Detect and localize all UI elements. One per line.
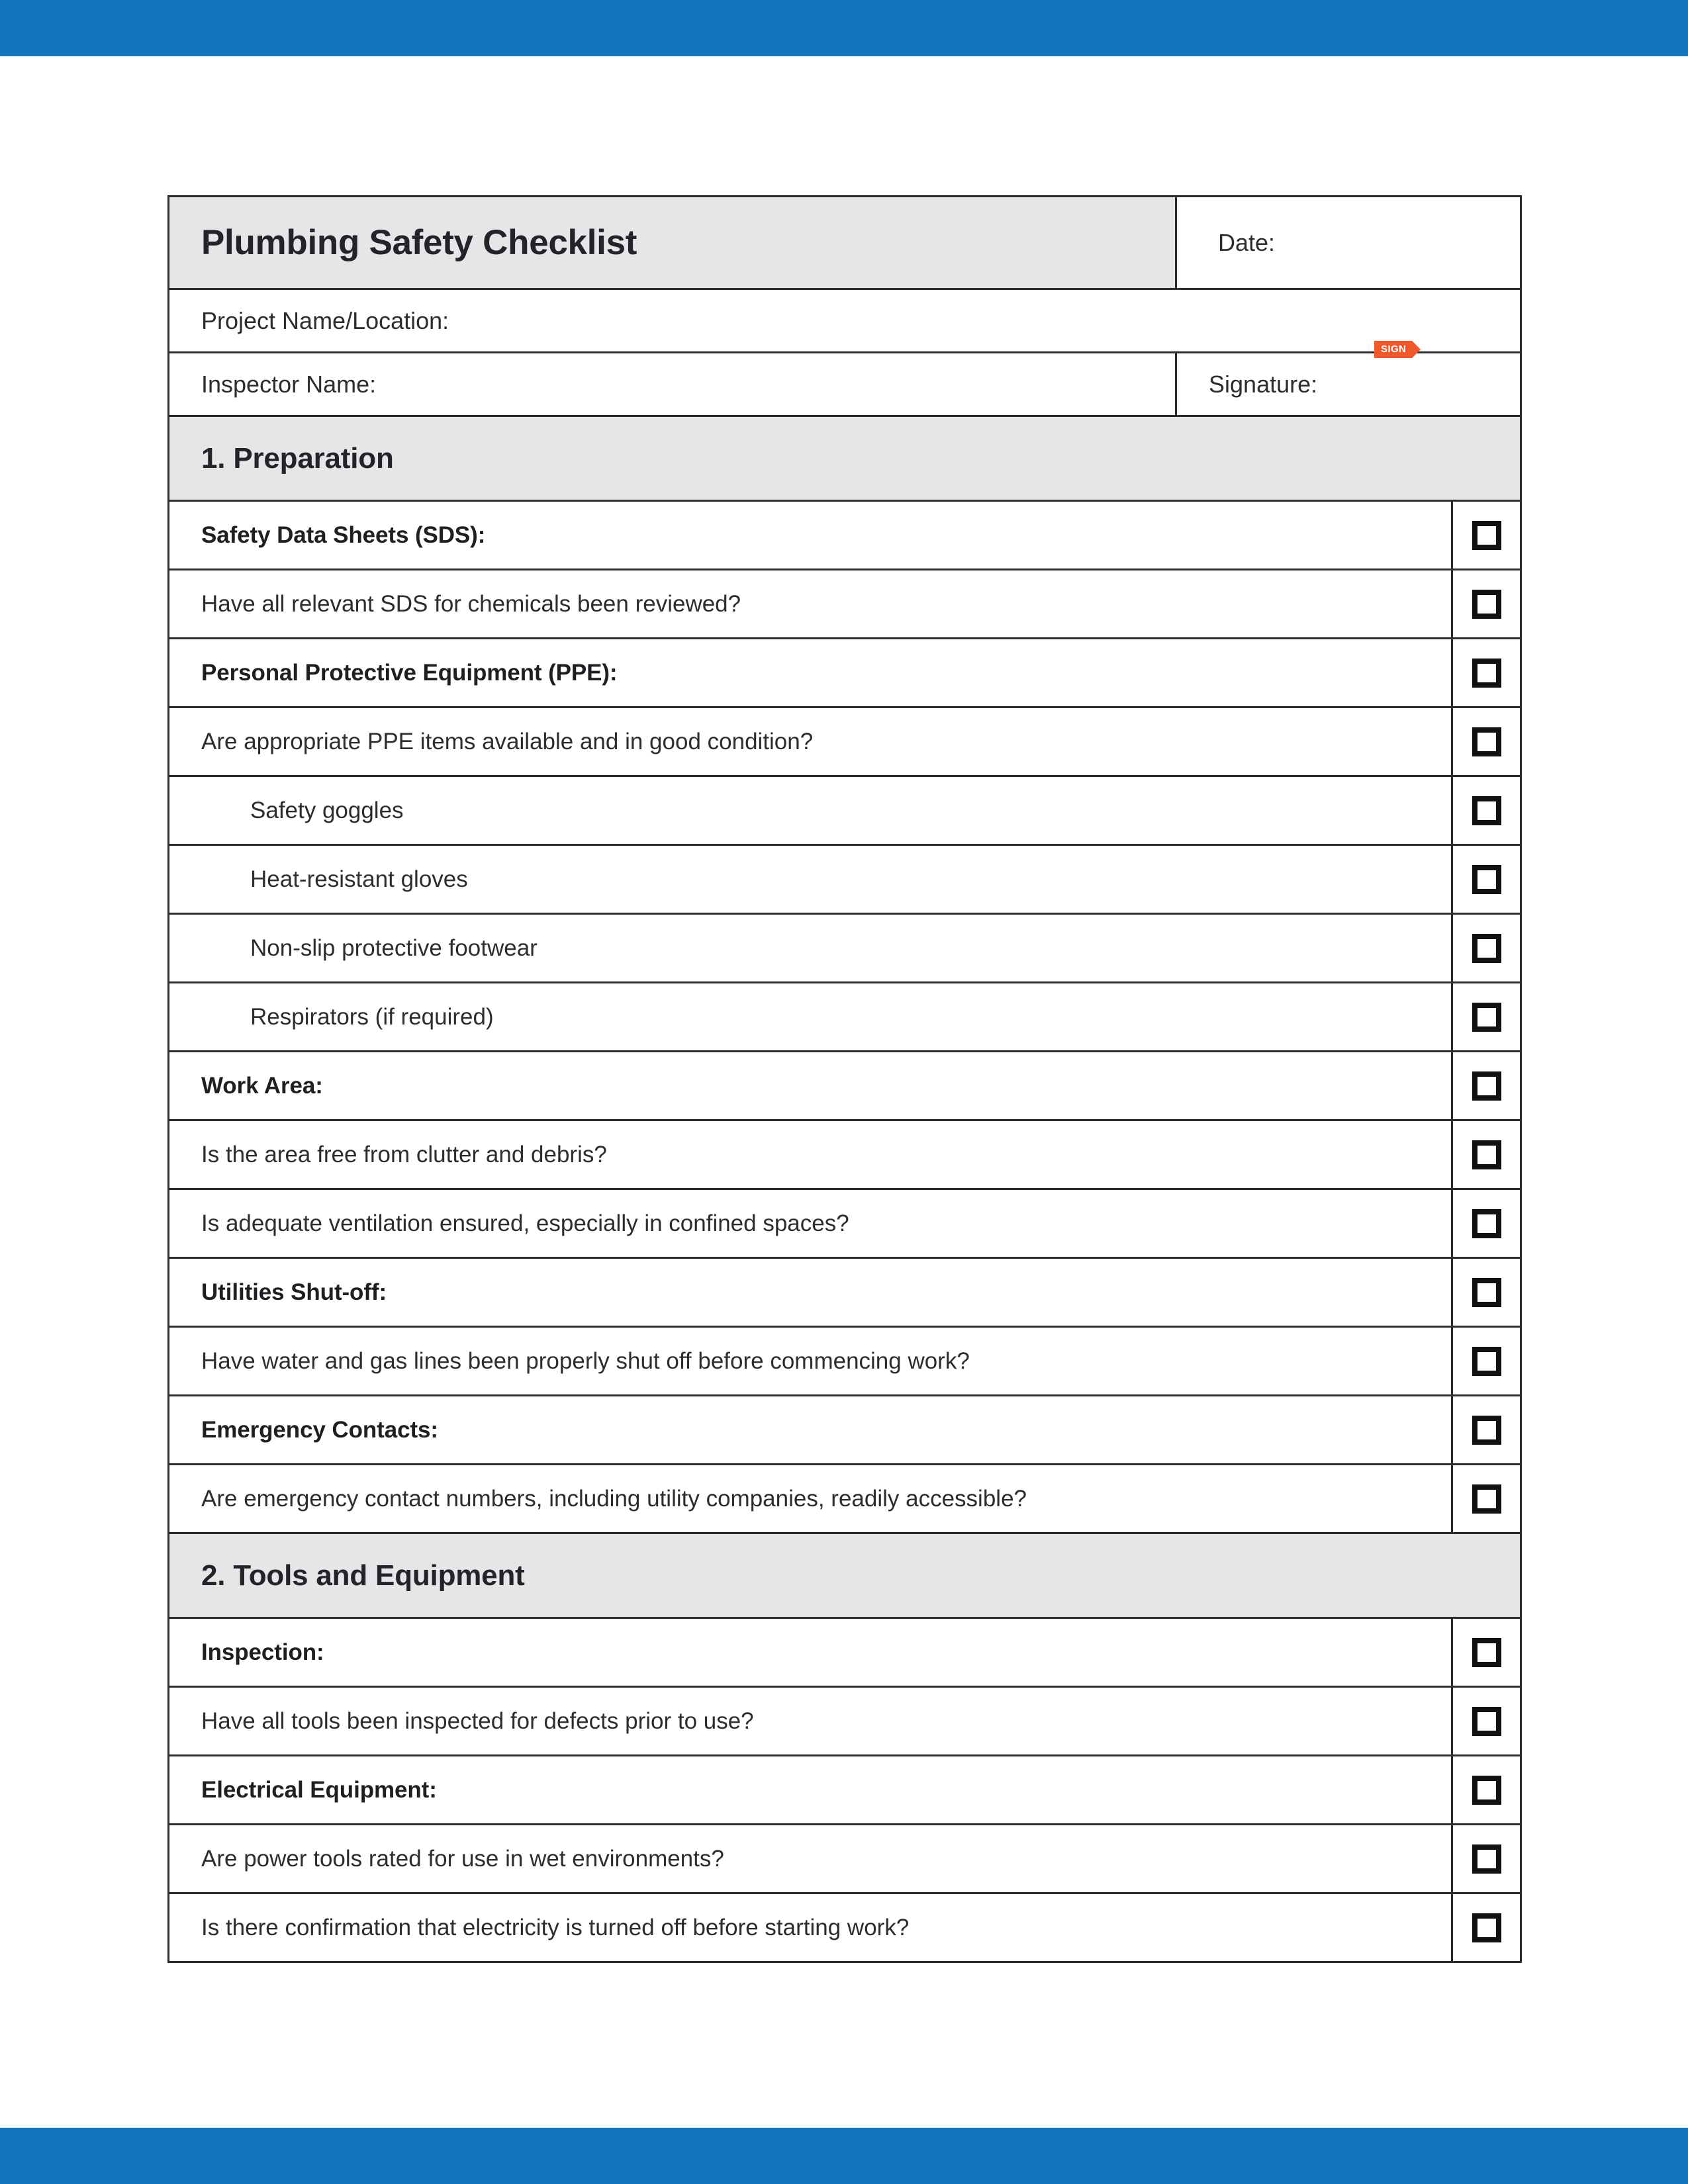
sign-tag-badge[interactable]: SIGN: [1374, 341, 1412, 358]
checklist-group-label: Safety Data Sheets (SDS):: [169, 501, 1452, 570]
checklist-row: [169, 501, 1521, 570]
top-brand-bar: [0, 0, 1688, 56]
inspector-name-label: Inspector Name:: [201, 370, 377, 398]
checkbox-cell[interactable]: [1452, 1687, 1521, 1756]
checklist-row: [169, 1465, 1521, 1533]
checkbox-icon[interactable]: [1472, 1484, 1501, 1514]
checklist-group-label: Utilities Shut-off:: [169, 1258, 1452, 1327]
header-inspector-row: [169, 353, 1521, 416]
checklist-item-label: Are power tools rated for use in wet environments?: [169, 1825, 1452, 1893]
section-header-row: [169, 416, 1521, 501]
section-header-row: [169, 1533, 1521, 1618]
checklist-item-label: Is adequate ventilation ensured, especially in confined spaces?: [169, 1189, 1452, 1258]
checklist-row: [169, 1893, 1521, 1962]
checklist-item-label: Have all tools been inspected for defects prior to use?: [169, 1687, 1452, 1756]
checkbox-icon[interactable]: [1472, 1416, 1501, 1445]
checkbox-icon[interactable]: [1472, 1913, 1501, 1942]
signature-field[interactable]: [1176, 343, 1521, 416]
checklist-item-label: Is there confirmation that electricity is turned off before starting work?: [169, 1893, 1452, 1962]
checkbox-icon[interactable]: [1472, 1707, 1501, 1736]
checkbox-cell[interactable]: [1452, 1258, 1521, 1327]
checklist-group-label: Inspection:: [169, 1618, 1452, 1687]
project-name-location-label: Project Name/Location:: [201, 306, 449, 334]
checklist-item-label: Heat-resistant gloves: [169, 845, 1452, 914]
checklist-body: [169, 197, 1521, 1962]
checklist-row: [169, 1687, 1521, 1756]
project-name-location-field[interactable]: [169, 289, 1521, 353]
signature-label: Signature:: [1209, 370, 1318, 398]
checklist-row: [169, 1396, 1521, 1465]
checklist-group-label: Work Area:: [169, 1052, 1452, 1120]
checkbox-cell[interactable]: [1452, 1189, 1521, 1258]
checkbox-icon[interactable]: [1472, 1844, 1501, 1874]
checklist-document: [167, 195, 1520, 1963]
header-title-row: [169, 197, 1521, 289]
checklist-item-label: Are appropriate PPE items available and in good condition?: [169, 707, 1452, 776]
checkbox-cell[interactable]: [1452, 776, 1521, 845]
checkbox-icon[interactable]: [1472, 521, 1501, 550]
checklist-item-label: Respirators (if required): [169, 983, 1452, 1052]
checkbox-cell[interactable]: [1452, 1465, 1521, 1533]
checklist-row: [169, 1189, 1521, 1258]
checkbox-icon[interactable]: [1472, 865, 1501, 894]
checklist-group-label: Emergency Contacts:: [169, 1396, 1452, 1465]
checkbox-icon[interactable]: [1472, 590, 1501, 619]
checkbox-cell[interactable]: [1452, 501, 1521, 570]
checklist-row: [169, 1258, 1521, 1327]
checkbox-cell[interactable]: [1452, 845, 1521, 914]
section-heading: 2. Tools and Equipment: [169, 1533, 1521, 1618]
checklist-item-label: Have all relevant SDS for chemicals been reviewed?: [169, 570, 1452, 639]
section-heading: 1. Preparation: [169, 416, 1521, 501]
checkbox-icon[interactable]: [1472, 796, 1501, 825]
date-label: Date:: [1218, 228, 1276, 256]
checklist-row: [169, 639, 1521, 707]
checkbox-cell[interactable]: [1452, 639, 1521, 707]
checklist-item-label: Have water and gas lines been properly shut off before commencing work?: [169, 1327, 1452, 1396]
checkbox-icon[interactable]: [1472, 1638, 1501, 1667]
checklist-row: [169, 1120, 1521, 1189]
checkbox-icon[interactable]: [1472, 1071, 1501, 1101]
checklist-row: [169, 570, 1521, 639]
checklist-group-label: Personal Protective Equipment (PPE):: [169, 639, 1452, 707]
checkbox-cell[interactable]: [1452, 983, 1521, 1052]
page-title: Plumbing Safety Checklist: [169, 197, 1176, 289]
checklist-row: [169, 1756, 1521, 1825]
checklist-row: [169, 1618, 1521, 1687]
checkbox-icon[interactable]: [1472, 1209, 1501, 1238]
checklist-item-label: Non-slip protective footwear: [169, 914, 1452, 983]
checklist-item-label: Are emergency contact numbers, including utility companies, readily accessible?: [169, 1465, 1452, 1533]
checkbox-cell[interactable]: [1452, 1618, 1521, 1687]
checkbox-cell[interactable]: [1452, 707, 1521, 776]
checkbox-icon[interactable]: [1472, 1003, 1501, 1032]
checkbox-icon[interactable]: [1472, 727, 1501, 756]
checkbox-cell[interactable]: [1452, 1052, 1521, 1120]
checklist-item-label: Is the area free from clutter and debris?: [169, 1120, 1452, 1189]
checklist-row: [169, 1052, 1521, 1120]
checkbox-cell[interactable]: [1452, 570, 1521, 639]
checklist-group-label: Electrical Equipment:: [169, 1756, 1452, 1825]
checklist-row: [169, 1327, 1521, 1396]
checkbox-cell[interactable]: [1452, 1825, 1521, 1893]
checklist-row: [169, 776, 1521, 845]
checklist-table: [167, 195, 1522, 1963]
checkbox-icon[interactable]: [1472, 1278, 1501, 1307]
checklist-row: [169, 707, 1521, 776]
checklist-row: [169, 1825, 1521, 1893]
checkbox-cell[interactable]: [1452, 1120, 1521, 1189]
checkbox-icon[interactable]: [1472, 1776, 1501, 1805]
checkbox-icon[interactable]: [1472, 1347, 1501, 1376]
checklist-row: [169, 983, 1521, 1052]
checkbox-cell[interactable]: [1452, 1756, 1521, 1825]
checkbox-cell[interactable]: [1452, 914, 1521, 983]
checkbox-icon[interactable]: [1472, 659, 1501, 688]
checkbox-icon[interactable]: [1472, 1140, 1501, 1169]
checklist-row: [169, 845, 1521, 914]
date-field[interactable]: [1176, 197, 1521, 289]
checkbox-icon[interactable]: [1472, 934, 1501, 963]
bottom-brand-bar: [0, 2128, 1688, 2184]
checkbox-cell[interactable]: [1452, 1893, 1521, 1962]
inspector-name-field[interactable]: [169, 353, 1176, 416]
checklist-item-label: Safety goggles: [169, 776, 1452, 845]
checkbox-cell[interactable]: [1452, 1327, 1521, 1396]
checklist-row: [169, 914, 1521, 983]
checkbox-cell[interactable]: [1452, 1396, 1521, 1465]
header-project-row: [169, 289, 1521, 353]
